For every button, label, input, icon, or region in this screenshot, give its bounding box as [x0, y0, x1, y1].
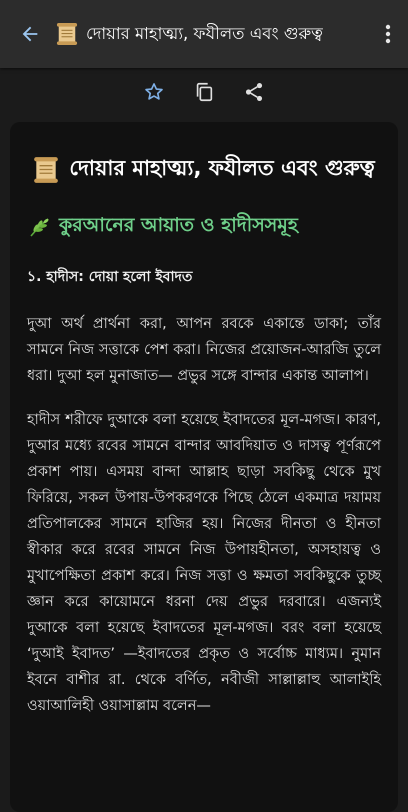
scroll-icon	[56, 22, 78, 46]
article-paragraph: হাদীস শরীফে দুআকে বলা হয়েছে ইবাদতের মূল-মগজ। কারণ, দুআর মধ্যে রবের সামনে বান্দার আবদিয়াত ও দাসত্ব পূর্ণরূপে প্রকাশ পায়। এসময় বান্দা আল্লাহ ছাড়া সবকিছু থেকে মুখ ফিরিয়ে, সকল উপায়-উপকরণকে পিছে ঠেলে একমাত্র দয়াময় প্রতিপালকের সামনে হাজির হয়। নিজের দীনতা ও হীনতা স্বীকার করে রবের সামনে নিজ উপায়হীনতা, অসহায়ত্ব ও মুখাপেক্ষিতা প্রকাশ করে। নিজ সত্তা ও ক্ষমতা সবকিছুকে তুচ্ছ জ্ঞান করে কায়োমনে ধরনা দেয় প্রভুর দরবারে। এজন্যই দুআকে বলা হয়েছে ইবাদতের মূল-মগজ। বরং বলা হয়েছে ‘দুআই ইবাদত’ —ইবাদতের প্রকৃত ও সর্বোচ্চ মাধ্যম। নুমান ইবনে বাশীর রা. থেকে বর্ণিত, নবীজী সাল্লাল্লাহু আলাইহি ওয়াআলিহী ওয়াসাল্লাম বলেন—	[27, 412, 381, 714]
share-icon	[243, 81, 265, 103]
arrow-back-icon	[19, 23, 41, 45]
action-toolbar	[0, 68, 408, 116]
app-bar-title-wrap	[56, 21, 372, 48]
herb-leaf-icon	[27, 215, 51, 239]
star-outline-icon	[143, 81, 165, 103]
hadith-subheading: ১. হাদীস: দোয়া হলো ইবাদত	[27, 269, 193, 285]
more-vert-icon	[385, 24, 391, 44]
share-button[interactable]	[238, 76, 270, 108]
back-button[interactable]	[10, 14, 50, 54]
article-title-row	[27, 152, 381, 187]
app-bar	[0, 0, 408, 68]
favorite-button[interactable]	[138, 76, 170, 108]
scroll-icon	[33, 156, 59, 184]
article-card	[10, 122, 398, 812]
article-title: দোয়ার মাহাত্ম্য, ফযীলত এবং গুরুত্ব	[69, 156, 375, 180]
more-options-button[interactable]	[372, 14, 404, 54]
app-bar-title: দোয়ার মাহাত্ম্য, ফযীলত এবং গুরুত্ব	[86, 23, 323, 43]
copy-button[interactable]	[188, 76, 220, 108]
copy-icon	[193, 81, 215, 103]
section-heading-row	[27, 211, 381, 243]
article-paragraph: দুআ অর্থ প্রার্থনা করা, আপন রবকে একান্তে ডাকা; তাঁর সামনে নিজ সত্তাকে পেশ করা। নিজের প্রয়োজন-আরজি তুলে ধরা। দুআ হল মুনাজাত— প্রভুর সঙ্গে বান্দার একান্ত আলাপ।	[27, 316, 381, 384]
section-heading: কুরআনের আয়াত ও হাদীসসমূহ	[59, 214, 298, 236]
